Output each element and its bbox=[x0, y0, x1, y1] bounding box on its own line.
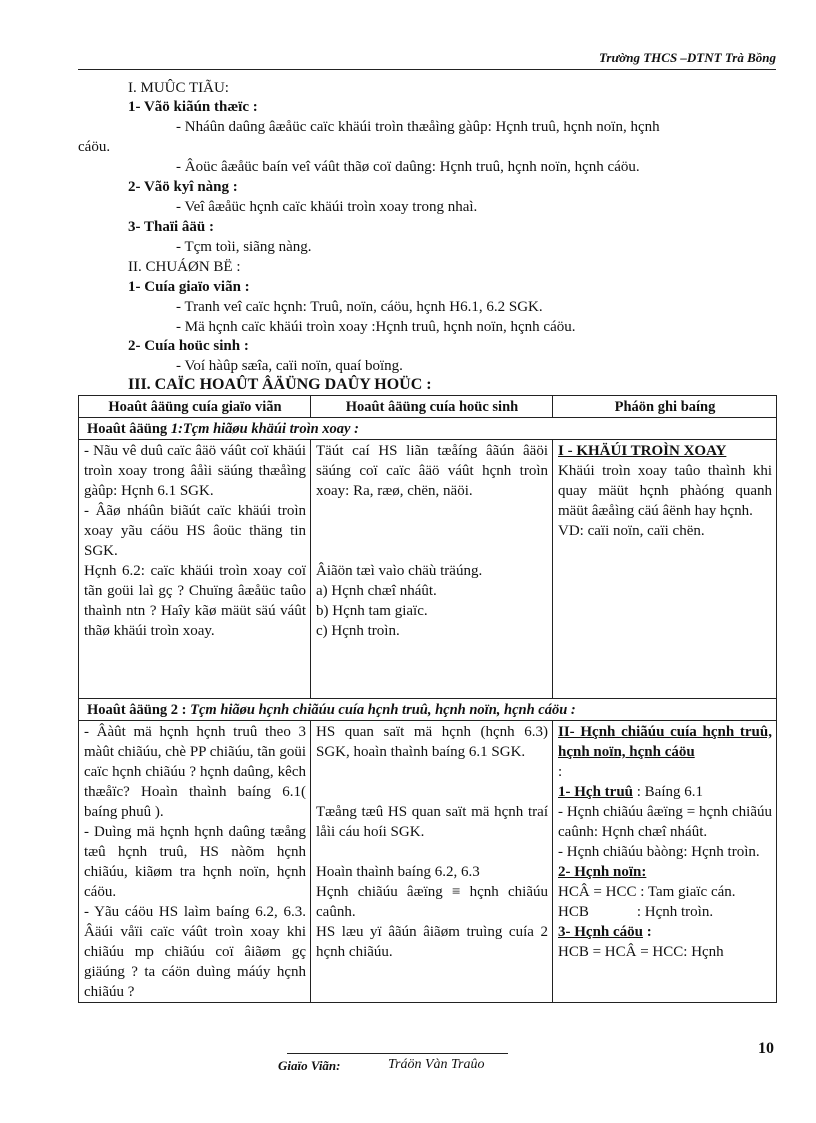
header-board: Pháön ghi baíng bbox=[553, 396, 777, 418]
student-para: Hoaìn thaình baíng 6.2, 6.3 bbox=[316, 864, 480, 880]
activity-label: Hoaût âäüng bbox=[87, 421, 171, 437]
teacher-label: Giaïo Viãn: bbox=[278, 1058, 341, 1073]
teacher-para: - Nãu vê duû caïc âäö váût coï khäúi troìn xoay trong âåìi säúng thæåìng gàûp: Hçnh 6.1 SGK. bbox=[84, 443, 306, 499]
student-para: HS læu yï âãún âiãøm truìng cuía 2 hçnh chiãúu. bbox=[316, 924, 548, 960]
student-para: Hçnh chiãúu âæïng ≡ hçnh chiãúu caûnh. bbox=[316, 884, 548, 920]
student-cell bbox=[311, 440, 553, 699]
student-prep-item: - Voí hàûp sæîa, caïi noïn, quaí boïng. bbox=[176, 358, 403, 374]
spacer bbox=[316, 762, 548, 802]
student-para: Tæång tæû HS quan saït mä hçnh traí låìi cáu hoíi SGK. bbox=[316, 804, 548, 840]
knowledge-item-1: - Nháûn daûng âæåüc caïc khäúi troìn thæåìng gàûp: Hçnh truû, hçnh noïn, hçnh bbox=[176, 119, 660, 135]
board-para bbox=[558, 902, 772, 922]
section-activities-title: III. CAÏC HOAÛT ÂÄÜNG DAÛY HOÜC : bbox=[128, 376, 432, 393]
teacher-signature: Tráön Vàn Traûo bbox=[388, 1057, 485, 1072]
teacher-prep-item-2: - Mä hçnh caïc khäúi troìn xoay :Hçnh truû, hçnh noïn, hçnh cáöu. bbox=[176, 319, 576, 335]
board-subheading bbox=[558, 862, 772, 882]
board-heading-text: I - KHÄÚI TROÌN XOAY bbox=[558, 443, 727, 459]
teacher-cell bbox=[79, 721, 311, 1003]
table-row bbox=[79, 721, 777, 1003]
spacer bbox=[316, 501, 548, 561]
school-header: Trường THCS –DTNT Trà Bồng bbox=[598, 50, 776, 65]
board-para-part: : Hçnh troìn. bbox=[636, 904, 714, 920]
activity-1-row bbox=[79, 418, 777, 440]
board-cell bbox=[553, 440, 777, 699]
section-objectives-title: I. MUÛC TIÃU: bbox=[128, 80, 229, 96]
section-preparation-title: II. CHUÁØN BË : bbox=[128, 259, 241, 275]
attitude-item: - Tçm toìi, siãng nàng. bbox=[176, 239, 312, 255]
board-cell bbox=[553, 721, 777, 1003]
knowledge-item-2: - Âoüc âæåüc baín veî váût thãø coï daûng: Hçnh truû, hçnh noïn, hçnh cáöu. bbox=[176, 159, 640, 175]
table-row bbox=[79, 440, 777, 699]
board-subheading bbox=[558, 922, 772, 942]
board-para: HCÂ = HCC : Tam giaïc cán. bbox=[558, 884, 736, 900]
student-para: Âiãön tæì vaìo chäù träúng. bbox=[316, 563, 483, 579]
board-heading bbox=[558, 441, 772, 461]
teacher-para: - Duìng mä hçnh hçnh daûng tæång tæû hçnh truû, HS nàõm hçnh chiãúu, kiãøm tra hçnh noïn, hçnh cáöu. bbox=[84, 824, 306, 900]
board-para-part: HCB bbox=[558, 904, 589, 920]
board-subheading-rest: : bbox=[643, 924, 652, 940]
student-para: HS quan saït mä hçnh (hçnh 6.3) SGK, hoaìn thaình baíng 6.1 SGK. bbox=[316, 724, 548, 760]
attitude-heading: 3- Thaïi âäü : bbox=[128, 219, 214, 235]
activity-2-title bbox=[79, 699, 777, 721]
activity-title-text: Tçm hiãøu hçnh chiãúu cuía hçnh truû, hçnh noïn, hçnh cáöu : bbox=[190, 702, 576, 718]
board-subheading-text: 1- Hçh truû bbox=[558, 784, 633, 800]
board-para: HCB = HCÂ = HCC: Hçnh bbox=[558, 944, 724, 960]
table-header-row bbox=[79, 396, 777, 418]
teacher-cell bbox=[79, 440, 311, 699]
knowledge-heading: 1- Vãö kiãún thæïc : bbox=[128, 99, 258, 115]
board-heading-text: II- Hçnh chiãúu cuía hçnh truû, hçnh noïn, hçnh cáöu bbox=[558, 724, 772, 760]
student-prep-heading: 2- Cuía hoüc sinh : bbox=[128, 338, 249, 354]
activity-number: 1 bbox=[170, 421, 179, 437]
teacher-para: - Âãø nháûn biãút caïc khäúi troìn xoay yãu cáöu HS âoüc thäng tin SGK. bbox=[84, 503, 306, 559]
activity-title-text: :Tçm hiãøu khäúi troìn xoay : bbox=[178, 421, 359, 437]
board-subheading bbox=[558, 782, 772, 802]
teacher-prep-heading: 1- Cuía giaïo viãn : bbox=[128, 279, 250, 295]
skills-heading: 2- Vãö kyî nàng : bbox=[128, 179, 238, 195]
activity-label: Hoaût âäüng 2 : bbox=[87, 702, 191, 718]
board-para: - Hçnh chiãúu bàòng: Hçnh troìn. bbox=[558, 844, 760, 860]
board-subheading-rest: : Baíng 6.1 bbox=[633, 784, 703, 800]
board-subheading-text: 2- Hçnh noïn: bbox=[558, 864, 647, 880]
lesson-table bbox=[78, 395, 777, 1003]
activity-1-title bbox=[79, 418, 777, 440]
footer-rule bbox=[287, 1053, 508, 1054]
board-para: - Hçnh chiãúu âæïng = hçnh chiãúu caûnh: Hçnh chæî nháût. bbox=[558, 804, 772, 840]
teacher-para: Hçnh 6.2: caïc khäúi troìn xoay coï tãn goüi laì gç ? Chuïng âæåüc taûo thaình ntn ? Haîy kãø mäüt säú váût thãø khäúi troìn xoay. bbox=[84, 563, 306, 639]
header-student: Hoaût âäüng cuía hoüc sinh bbox=[311, 396, 553, 418]
student-para: c) Hçnh troìn. bbox=[316, 623, 400, 639]
student-cell bbox=[311, 721, 553, 1003]
board-heading bbox=[558, 722, 772, 762]
spacer bbox=[316, 842, 548, 862]
board-subheading-text: 3- Hçnh cáöu bbox=[558, 924, 644, 940]
board-para: VD: caïi noïn, caïi chën. bbox=[558, 523, 705, 539]
header-rule bbox=[78, 69, 776, 70]
knowledge-item-1-cont: cáöu. bbox=[78, 139, 111, 155]
activity-2-row bbox=[79, 699, 777, 721]
student-para: a) Hçnh chæî nháût. bbox=[316, 583, 437, 599]
board-colon: : bbox=[558, 764, 563, 780]
student-para: Täút caí HS liãn tæåíng âãún âäöi säúng coï caïc âäö váût hçnh troìn xoay: Ra, ræø, chën, näöi. bbox=[316, 443, 548, 499]
teacher-para: - Âàût mä hçnh hçnh truû theo 3 màût chiãúu, chè PP chiãúu, tãn goüi caïc hçnh chiãúu ? hçnh daûng, kêch thæåïc? Hoaìn thaình baíng 6.1( baíng phuû ). bbox=[84, 724, 306, 820]
page-number: 10 bbox=[758, 1040, 774, 1057]
header-teacher: Hoaût âäüng cuía giaïo viãn bbox=[79, 396, 311, 418]
teacher-prep-item-1: - Tranh veî caïc hçnh: Truû, noïn, cáöu, hçnh H6.1, 6.2 SGK. bbox=[176, 299, 543, 315]
skills-item: - Veî âæåüc hçnh caïc khäúi troìn xoay trong nhaì. bbox=[176, 199, 478, 215]
board-para: Khäúi troìn xoay taûo thaình khi quay mäüt hçnh phàóng quanh mäüt âæåìng cäú âënh hay hçnh. bbox=[558, 463, 772, 519]
teacher-para: - Yãu cáöu HS laìm baíng 6.2, 6.3. Âäúi våïi caïc váût troìn xoay khi chiãúu mp chiãúu coï âiãøm gç giäúng ? ta cáön duìng máúy hçnh chiãúu ? bbox=[84, 904, 306, 1000]
student-para: b) Hçnh tam giaïc. bbox=[316, 603, 428, 619]
